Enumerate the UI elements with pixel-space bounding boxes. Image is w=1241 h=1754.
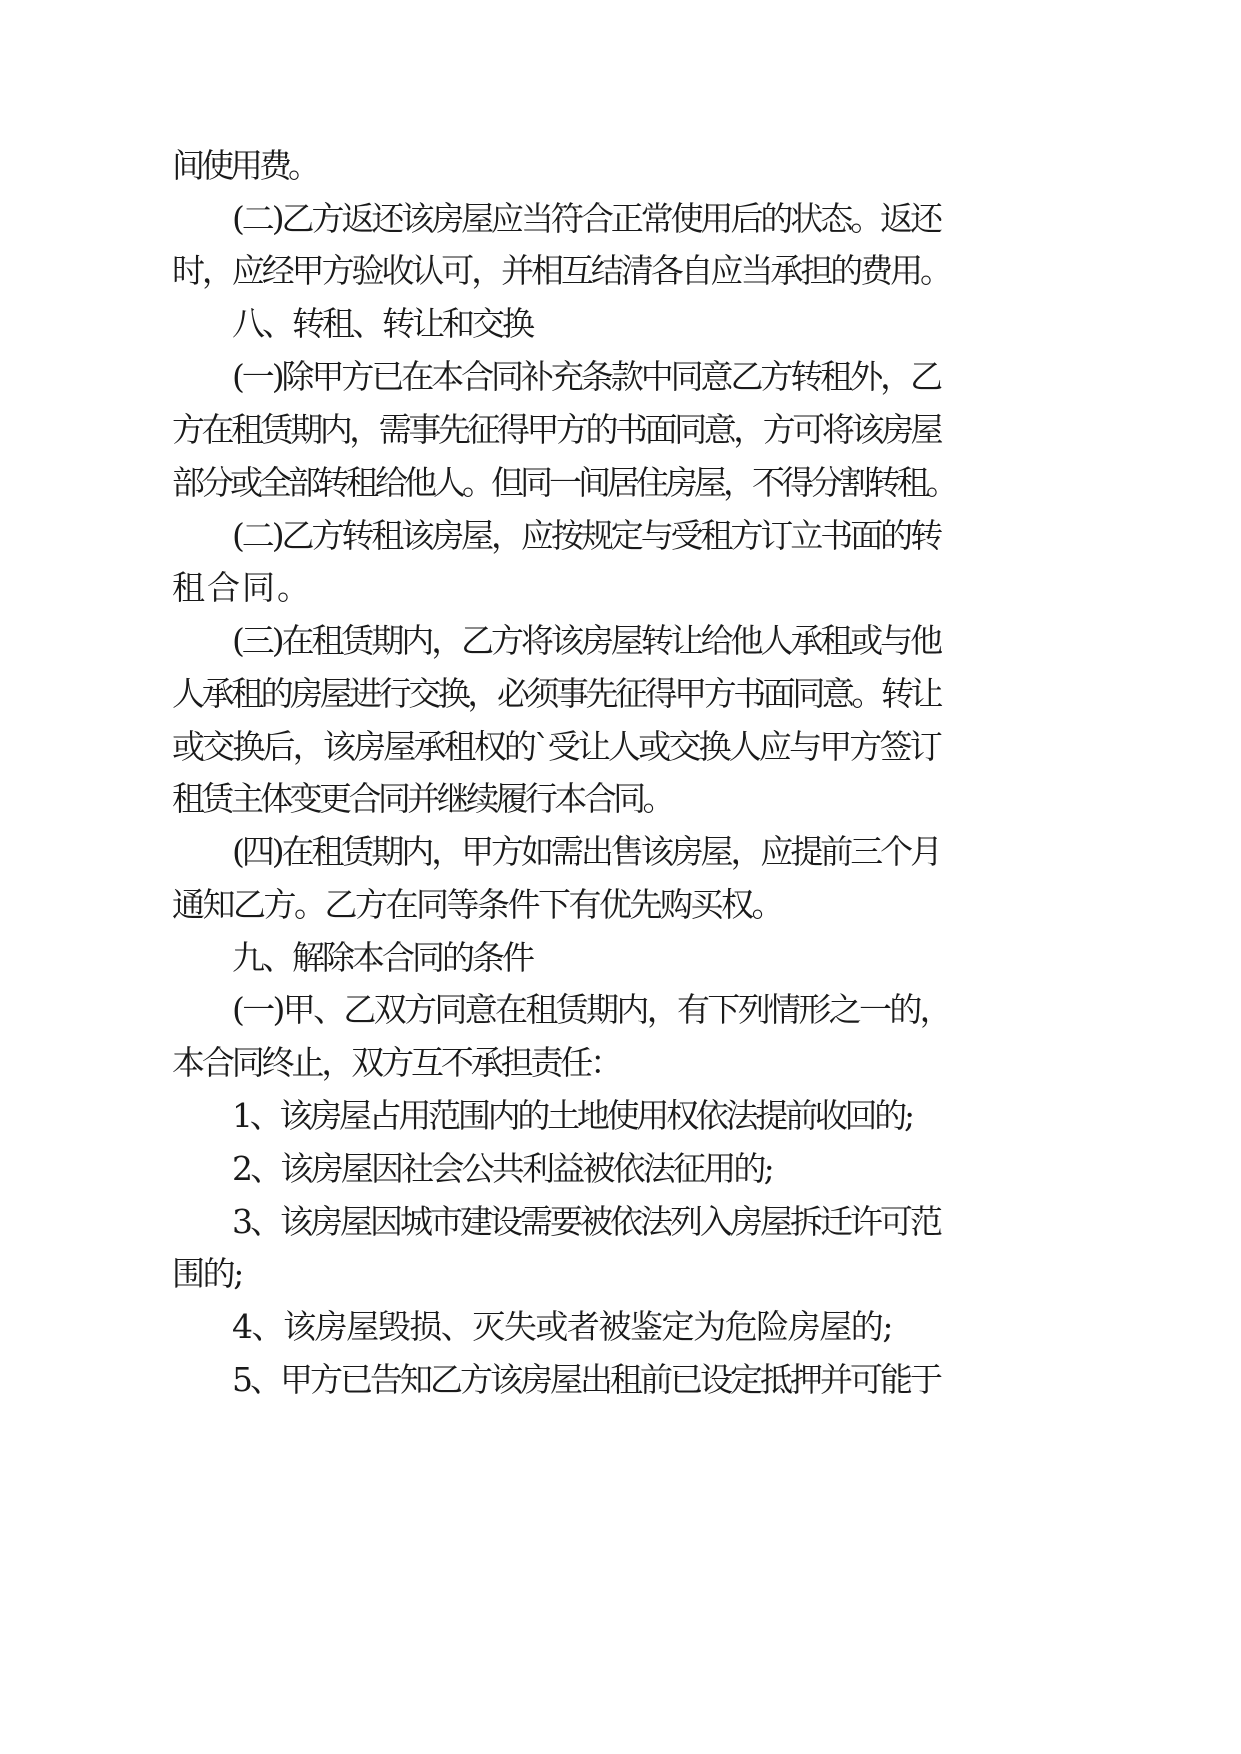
list-item: 2、该房屋因社会公共利益被依法征用的; (232, 1149, 772, 1188)
text-line: 围的; (172, 1254, 242, 1293)
section-heading: 九、解除本合同的条件 (232, 938, 532, 977)
text-line: 通知乙方。乙方在同等条件下有优先购买权。 (172, 885, 782, 924)
text-line: 方在租赁期内，需事先征得甲方的书面同意，方可将该房屋 (172, 410, 941, 449)
text-line: (二)乙方返还该房屋应当符合正常使用后的状态。返还 (232, 199, 940, 238)
text-line: (一)除甲方已在本合同补充条款中同意乙方转租外，乙 (232, 357, 940, 396)
text-line: 部分或全部转租给他人。但同一间居住房屋，不得分割转租。 (172, 463, 955, 502)
text-line: 本合同终止，双方互不承担责任： (172, 1043, 621, 1082)
text-line: 或交换后，该房屋承租权的`受让人或交换人应与甲方签订 (172, 727, 940, 766)
list-item: 4、该房屋毁损、灭失或者被鉴定为危险房屋的; (232, 1307, 892, 1346)
text-line: (二)乙方转租该房屋，应按规定与受租方订立书面的转 (232, 516, 940, 555)
list-item: 1、该房屋占用范围内的土地使用权依法提前收回的; (232, 1096, 912, 1135)
text-line: (一)甲、乙双方同意在租赁期内，有下列情形之一的， (232, 990, 950, 1029)
text-line: (四)在租赁期内，甲方如需出售该房屋，应提前三个月 (232, 832, 940, 871)
text-line: 人承租的房屋进行交换，必须事先征得甲方书面同意。转让 (172, 674, 941, 713)
list-item: 3、该房屋因城市建设需要被依法列入房屋拆迁许可范 (232, 1202, 940, 1241)
text-line: 时，应经甲方验收认可，并相互结清各自应当承担的费用。 (172, 251, 950, 290)
section-heading: 八、转租、转让和交换 (232, 304, 532, 343)
text-line: 间使用费。 (172, 146, 317, 185)
list-item: 5、甲方已告知乙方该房屋出租前已设定抵押并可能于 (232, 1360, 940, 1399)
text-line: 租合同。 (172, 568, 312, 607)
text-line: (三)在租赁期内，乙方将该房屋转让给他人承租或与他 (232, 621, 940, 660)
text-line: 租赁主体变更合同并继续履行本合同。 (172, 779, 672, 818)
